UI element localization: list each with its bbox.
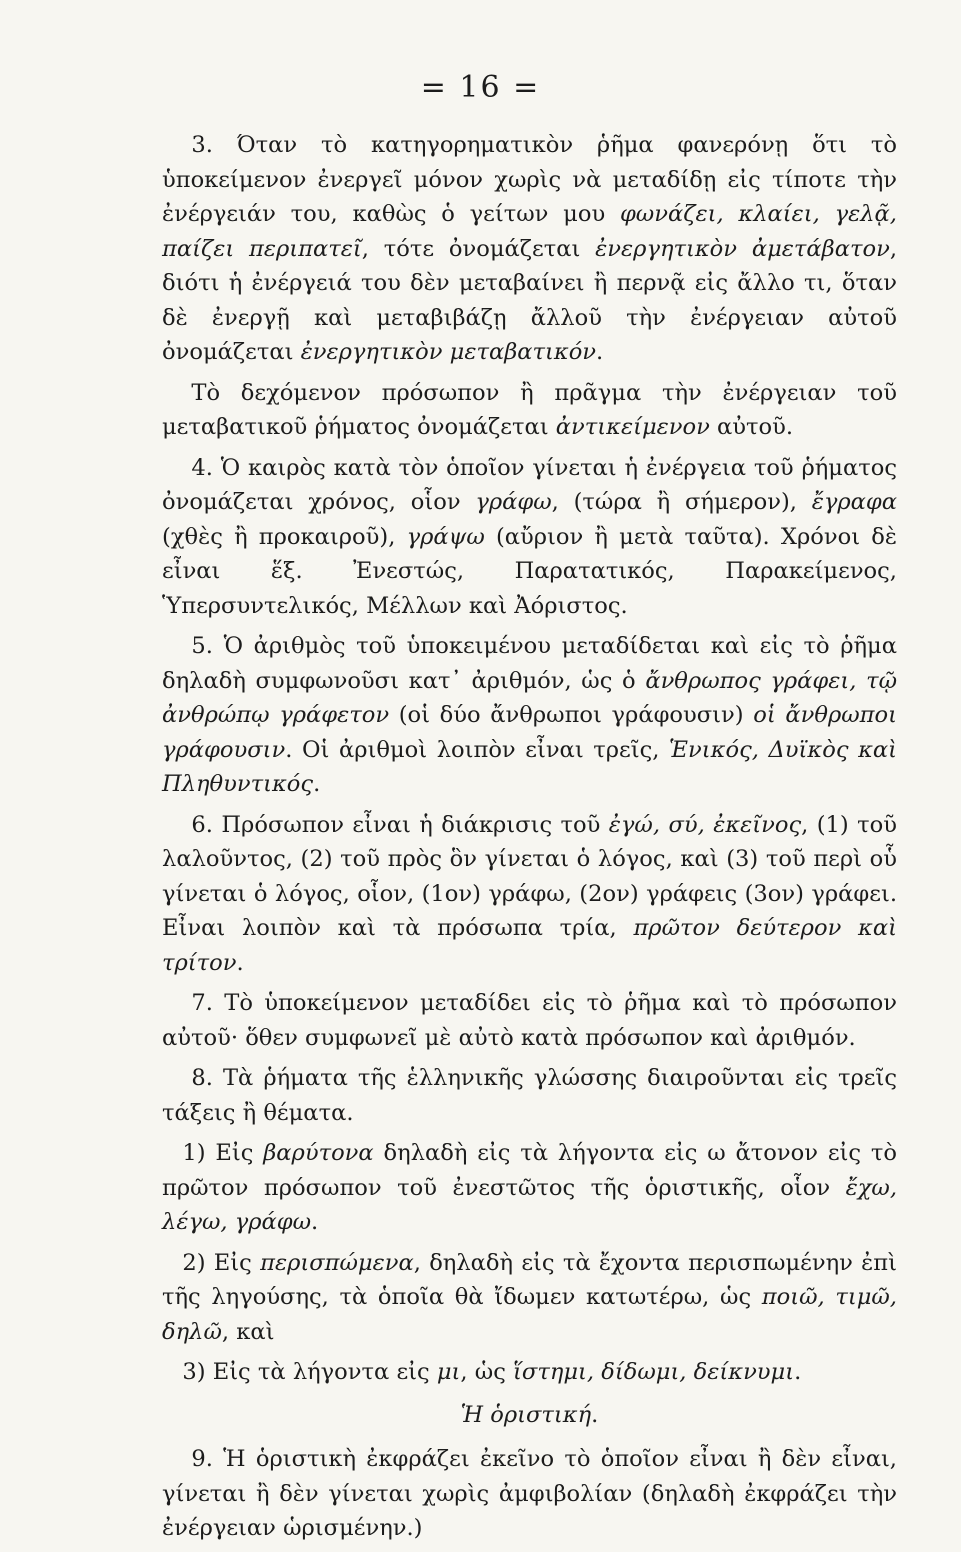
body-text (162, 128, 897, 1552)
paragraph-8: 8. Τὰ ῥήματα τῆς ἑλληνικῆς γλώσσης διαιροῦνται εἰς τρεῖς τάξεις ἢ θέματα. (162, 1065, 897, 1126)
section-heading: Ἡ ὁριστική. (460, 1401, 599, 1428)
list-item-3: 3) Εἰς τὰ λήγοντα εἰς μι, ὡς ἵστημι, δίδωμι, δείκνυμι. (182, 1359, 802, 1385)
paragraph-6: 6. Πρόσωπον εἶναι ἡ διάκρισις τοῦ ἐγώ, σύ, ἐκεῖνος, (1) τοῦ λαλοῦντος, (2) τοῦ πρὸς ὃν γίνεται ὁ λόγος, καὶ (3) τοῦ περὶ οὗ γίνεται ὁ λόγος, οἷον, (1ον) γράφω, (2ον) γράφεις (3ον) γράφει. Εἶναι λοιπὸν καὶ τὰ πρόσωπα τρία, πρῶτον δεύτερον καὶ τρίτον. (162, 811, 898, 976)
list-item-1: 1) Εἰς βαρύτονα δηλαδὴ εἰς τὰ λήγοντα εἰς ω ἄτονον εἰς τὸ πρῶτον πρόσωπον τοῦ ἐνεστῶτος τῆς ὁριστικῆς, οἷον ἔχω, λέγω, γράφω. (162, 1140, 897, 1235)
page-number: = 16 = (420, 70, 541, 105)
paragraph-9: 9. Ἡ ὁριστικὴ ἐκφράζει ἐκεῖνο τὸ ὁποῖον εἶναι ἢ δὲν εἶναι, γίνεται ἢ δὲν γίνεται χωρὶς ἀμφιβολίαν (δηλαδὴ ἐκφράζει τὴν ἐνέργειαν ὡρισμένην.) (162, 1446, 897, 1541)
paragraph-5: 5. Ὁ ἀριθμὸς τοῦ ὑποκειμένου μεταδίδεται καὶ εἰς τὸ ῥῆμα δηλαδὴ συμφωνοῦσι κατ᾽ ἀριθμόν, ὡς ὁ ἄνθρωπος γράφει, τῷ ἀνθρώπῳ γράφετον (οἱ δύο ἄνθρωποι γράφουσιν) οἱ ἄνθρωποι γράφουσιν. Οἱ ἀριθμοὶ λοιπὸν εἶναι τρεῖς, Ἑνικός, Δυϊκὸς καὶ Πληθυντικός. (162, 633, 897, 797)
list-item-2: 2) Εἰς περισπώμενα, δηλαδὴ εἰς τὰ ἔχοντα περισπωμένην ἐπὶ τῆς ληγούσης, τὰ ὁποῖα θὰ ἴδωμεν κατωτέρω, ὡς ποιῶ, τιμῶ, δηλῶ, καὶ (162, 1249, 897, 1345)
paragraph-3-continued: Τὸ δεχόμενον πρόσωπον ἢ πρᾶγμα τὴν ἐνέργειαν τοῦ μεταβατικοῦ ῥήματος ὀνομάζεται ἀντικείμενον αὐτοῦ. (162, 379, 897, 440)
paragraph-3: 3. Όταν τὸ κατηγορηματικὸν ῥῆμα φανερόνῃ ὅτι τὸ ὑποκείμενον ἐνεργεῖ μόνον χωρὶς νὰ μεταδίδῃ εἰς τίποτε τὴν ἐνέργειάν του, καθὼς ὁ γείτων μου φωνάζει, κλαίει, γελᾷ, παίζει περιπατεῖ, τότε ὀνομάζεται ἐνεργητικὸν ἀμετάβατον, διότι ἡ ἐνέργειά του δὲν μεταβαίνει ἢ περνᾷ εἰς ἄλλο τι, ὅταν δὲ ἐνεργῇ καὶ μεταβιβάζῃ ἄλλοῦ τὴν ἐνέργειαν αὐτοῦ ὀνομάζεται ἐνεργητικὸν μεταβατικόν. (162, 132, 897, 365)
paragraph-7: 7. Τὸ ὑποκείμενον μεταδίδει εἰς τὸ ῥῆμα καὶ τὸ πρόσωπον αὐτοῦ· ὅθεν συμφωνεῖ μὲ αὐτὸ κατὰ πρόσωπον καὶ ἀριθμόν. (162, 990, 897, 1051)
paragraph-4: 4. Ὁ καιρὸς κατὰ τὸν ὁποῖον γίνεται ἡ ἐνέργεια τοῦ ῥήματος ὀνομάζεται χρόνος, οἷον γράφω, (τώρα ἢ σήμερον), ἔγραφα (χθὲς ἢ προκαιροῦ), γράψω (αὔριον ἢ μετὰ ταῦτα). Χρόνοι δὲ εἶναι ἕξ. Ἐνεστώς, Παρατατικός, Παρακείμενος, Ὑπερσυντελικός, Μέλλων καὶ Ἀόριστος. (162, 454, 897, 619)
